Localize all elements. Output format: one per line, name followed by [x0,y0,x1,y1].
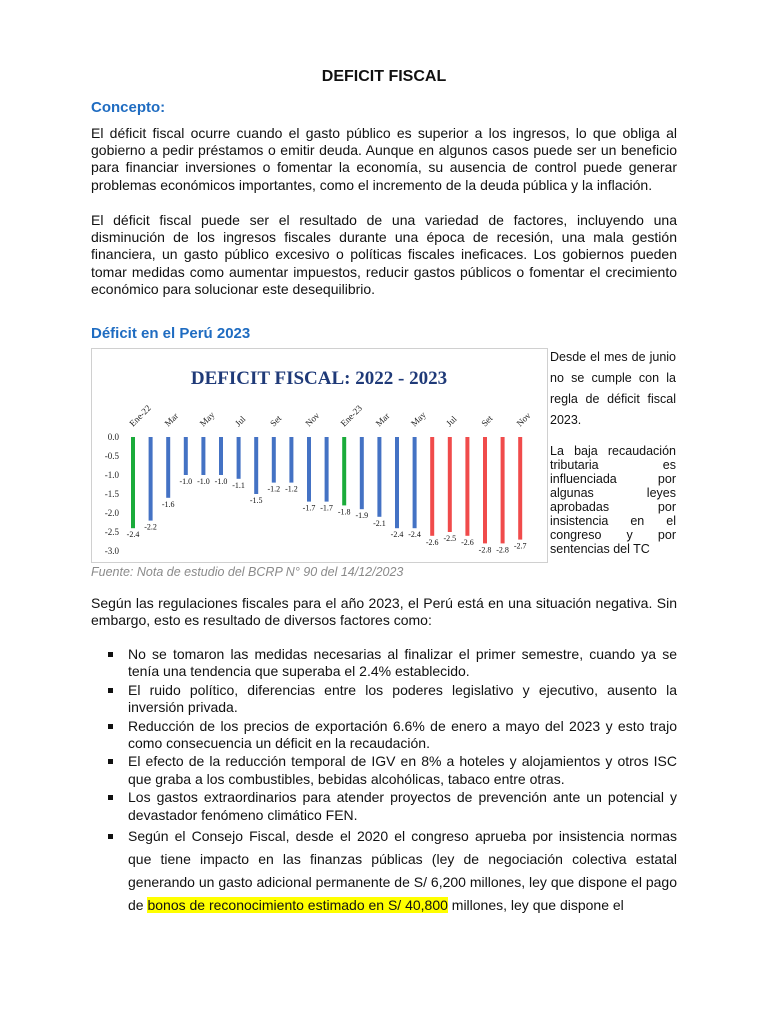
bar-value-label: -1.9 [355,511,369,521]
bar [201,437,205,475]
concept-paragraph-1: El déficit fiscal ocurre cuando el gasto público es superior a los ingresos, lo que obliga al gobierno a pedir préstamos o emitir deuda. Aunque en algunos casos puede ser un beneficio para financiar inversiones o fomentar la economía, su ausencia de control puede generar problemas económicos importantes, como el incremento de la deuda pública y la inflación. [91,125,677,193]
y-tick-label: -3.0 [104,546,119,556]
list-item: Reducción de los precios de exportación 6.6% de enero a mayo del 2023 y esto trajo como consecuencia un déficit en la recaudación. [91,718,677,753]
bar [254,437,258,494]
list-item [91,825,677,917]
x-tick-label: Nov [514,410,533,429]
bar [325,437,329,502]
bar [448,437,452,532]
highlighted-text: bonos de reconocimiento estimado en S/ 40,800 [147,897,448,914]
bar-value-label: -2.7 [513,541,527,551]
list-item: El efecto de la reducción temporal de IGV en 8% a hoteles y alojamientos y otros ISC que graba a los combustibles, bebidas alcohólicas, tabaco entre otras. [91,753,677,788]
list-item: El ruido político, diferencias entre los poderes legislativo y ejecutivo, ausento la inversión privada. [91,682,677,717]
list-item: Los gastos extraordinarios para atender proyectos de prevención ante un potencial y devastador fenómeno climático FEN. [91,789,677,824]
bar [307,437,311,502]
bar [430,437,434,536]
y-tick-label: -1.5 [104,489,119,499]
bar [413,437,417,528]
bar-value-label: -1.5 [249,496,263,505]
bar-value-label: -2.6 [461,537,474,547]
bar-value-label: -1.8 [337,507,351,517]
y-tick-label: -1.0 [104,470,119,480]
bar [377,437,381,517]
x-tick-label: Set [268,413,284,429]
bar-value-label: -2.8 [496,545,509,555]
bar-value-label: -2.1 [373,518,386,528]
bar-value-label: -1.7 [320,503,333,513]
bar-value-label: -1.2 [267,484,281,494]
x-tick-label: Ene-23 [338,402,364,429]
bar-value-label: -2.8 [478,545,492,555]
x-tick-label: Set [479,413,495,429]
peru-deficit-heading: Déficit en el Perú 2023 [91,325,251,342]
concept-heading: Concepto: [91,99,166,116]
document-title: DEFICIT FISCAL [321,68,447,85]
bar-value-label: -1.0 [214,477,228,486]
bar [237,437,241,479]
list-item-text-end: millones, ley que dispone el [447,897,624,914]
bar [465,437,469,536]
y-tick-label: 0.0 [107,432,119,442]
bar-value-label: -2.4 [408,530,421,540]
bar [272,437,276,483]
bar [131,437,135,528]
chart-source-caption: Fuente: Nota de estudio del BCRP N° 90 del 14/12/2023 [91,565,404,579]
bar [184,437,188,475]
y-tick-label: -2.5 [104,527,119,537]
x-tick-label: Nov [303,410,322,429]
list-item-text: Según el Consejo Fiscal, desde el 2020 el congreso aprueba por insistencia normas que tiene impacto en las finanzas públicas (ley de negociación colectiva estatal generando un gasto adicional permanente de S/ 6,200 millones, ley que dispone el pago de [128,828,677,914]
side-note-rule: Desde el mes de junio no se cumple con la regla de déficit fiscal 2023. [550,350,676,427]
bar-value-label: -1.0 [197,477,210,486]
bar-value-label: -2.5 [443,534,457,543]
bar [342,437,346,505]
bar-value-label: -1.2 [285,484,298,494]
x-tick-label: Ene-22 [127,402,153,429]
x-tick-label: Mar [373,410,392,429]
bar [483,437,487,543]
y-tick-label: -2.0 [104,508,119,518]
bar-value-label: -1.0 [179,477,193,486]
bar [219,437,223,475]
x-tick-label: Jul [444,413,459,429]
bar-value-label: -2.6 [425,537,439,547]
bar-value-label: -2.2 [144,522,157,532]
x-tick-label: May [197,409,217,429]
bar [518,437,522,540]
bar [360,437,364,509]
bar-value-label: -2.4 [390,530,404,540]
x-tick-label: May [408,409,428,429]
bar-value-label: -1.7 [302,503,316,513]
deficit-chart-svg [92,349,547,562]
bar [501,437,505,543]
list-item: No se tomaron las medidas necesarias al finalizar el primer semestre, cuando ya se tenía una tendencia que superaba el 2.4% establecido. [91,646,677,681]
bar-value-label: -1.1 [232,480,245,490]
bar [395,437,399,528]
factors-list [91,646,677,918]
x-tick-label: Mar [162,410,181,429]
side-note-revenue: La baja recaudación tributaria es influenciada por algunas leyes aprobadas por insistencia en el congreso y por sentencias del TC [550,444,676,556]
bar [166,437,170,498]
bar [149,437,153,521]
deficit-chart [91,348,548,563]
bar-value-label: -2.4 [126,530,140,540]
concept-paragraph-2: El déficit fiscal puede ser el resultado de una variedad de factores, incluyendo una disminución de los ingresos fiscales durante una época de recesión, una mala gestión financiera, un gasto público excesivo o políticas fiscales ineficaces. Los gobiernos pueden tomar medidas como aumentar impuestos, reducir gastos públicos o fomentar el crecimiento económico para solucionar este desequilibrio. [91,212,677,297]
x-tick-label: Jul [232,413,248,429]
bar [289,437,293,483]
bar-value-label: -1.6 [161,499,175,509]
y-tick-label: -0.5 [104,451,119,461]
intro-paragraph: Según las regulaciones fiscales para el año 2023, el Perú está en una situación negativa. Sin embargo, esto es resultado de diversos factores como: [91,595,677,629]
chart-title: DEFICIT FISCAL: 2022 - 2023 [190,368,448,389]
